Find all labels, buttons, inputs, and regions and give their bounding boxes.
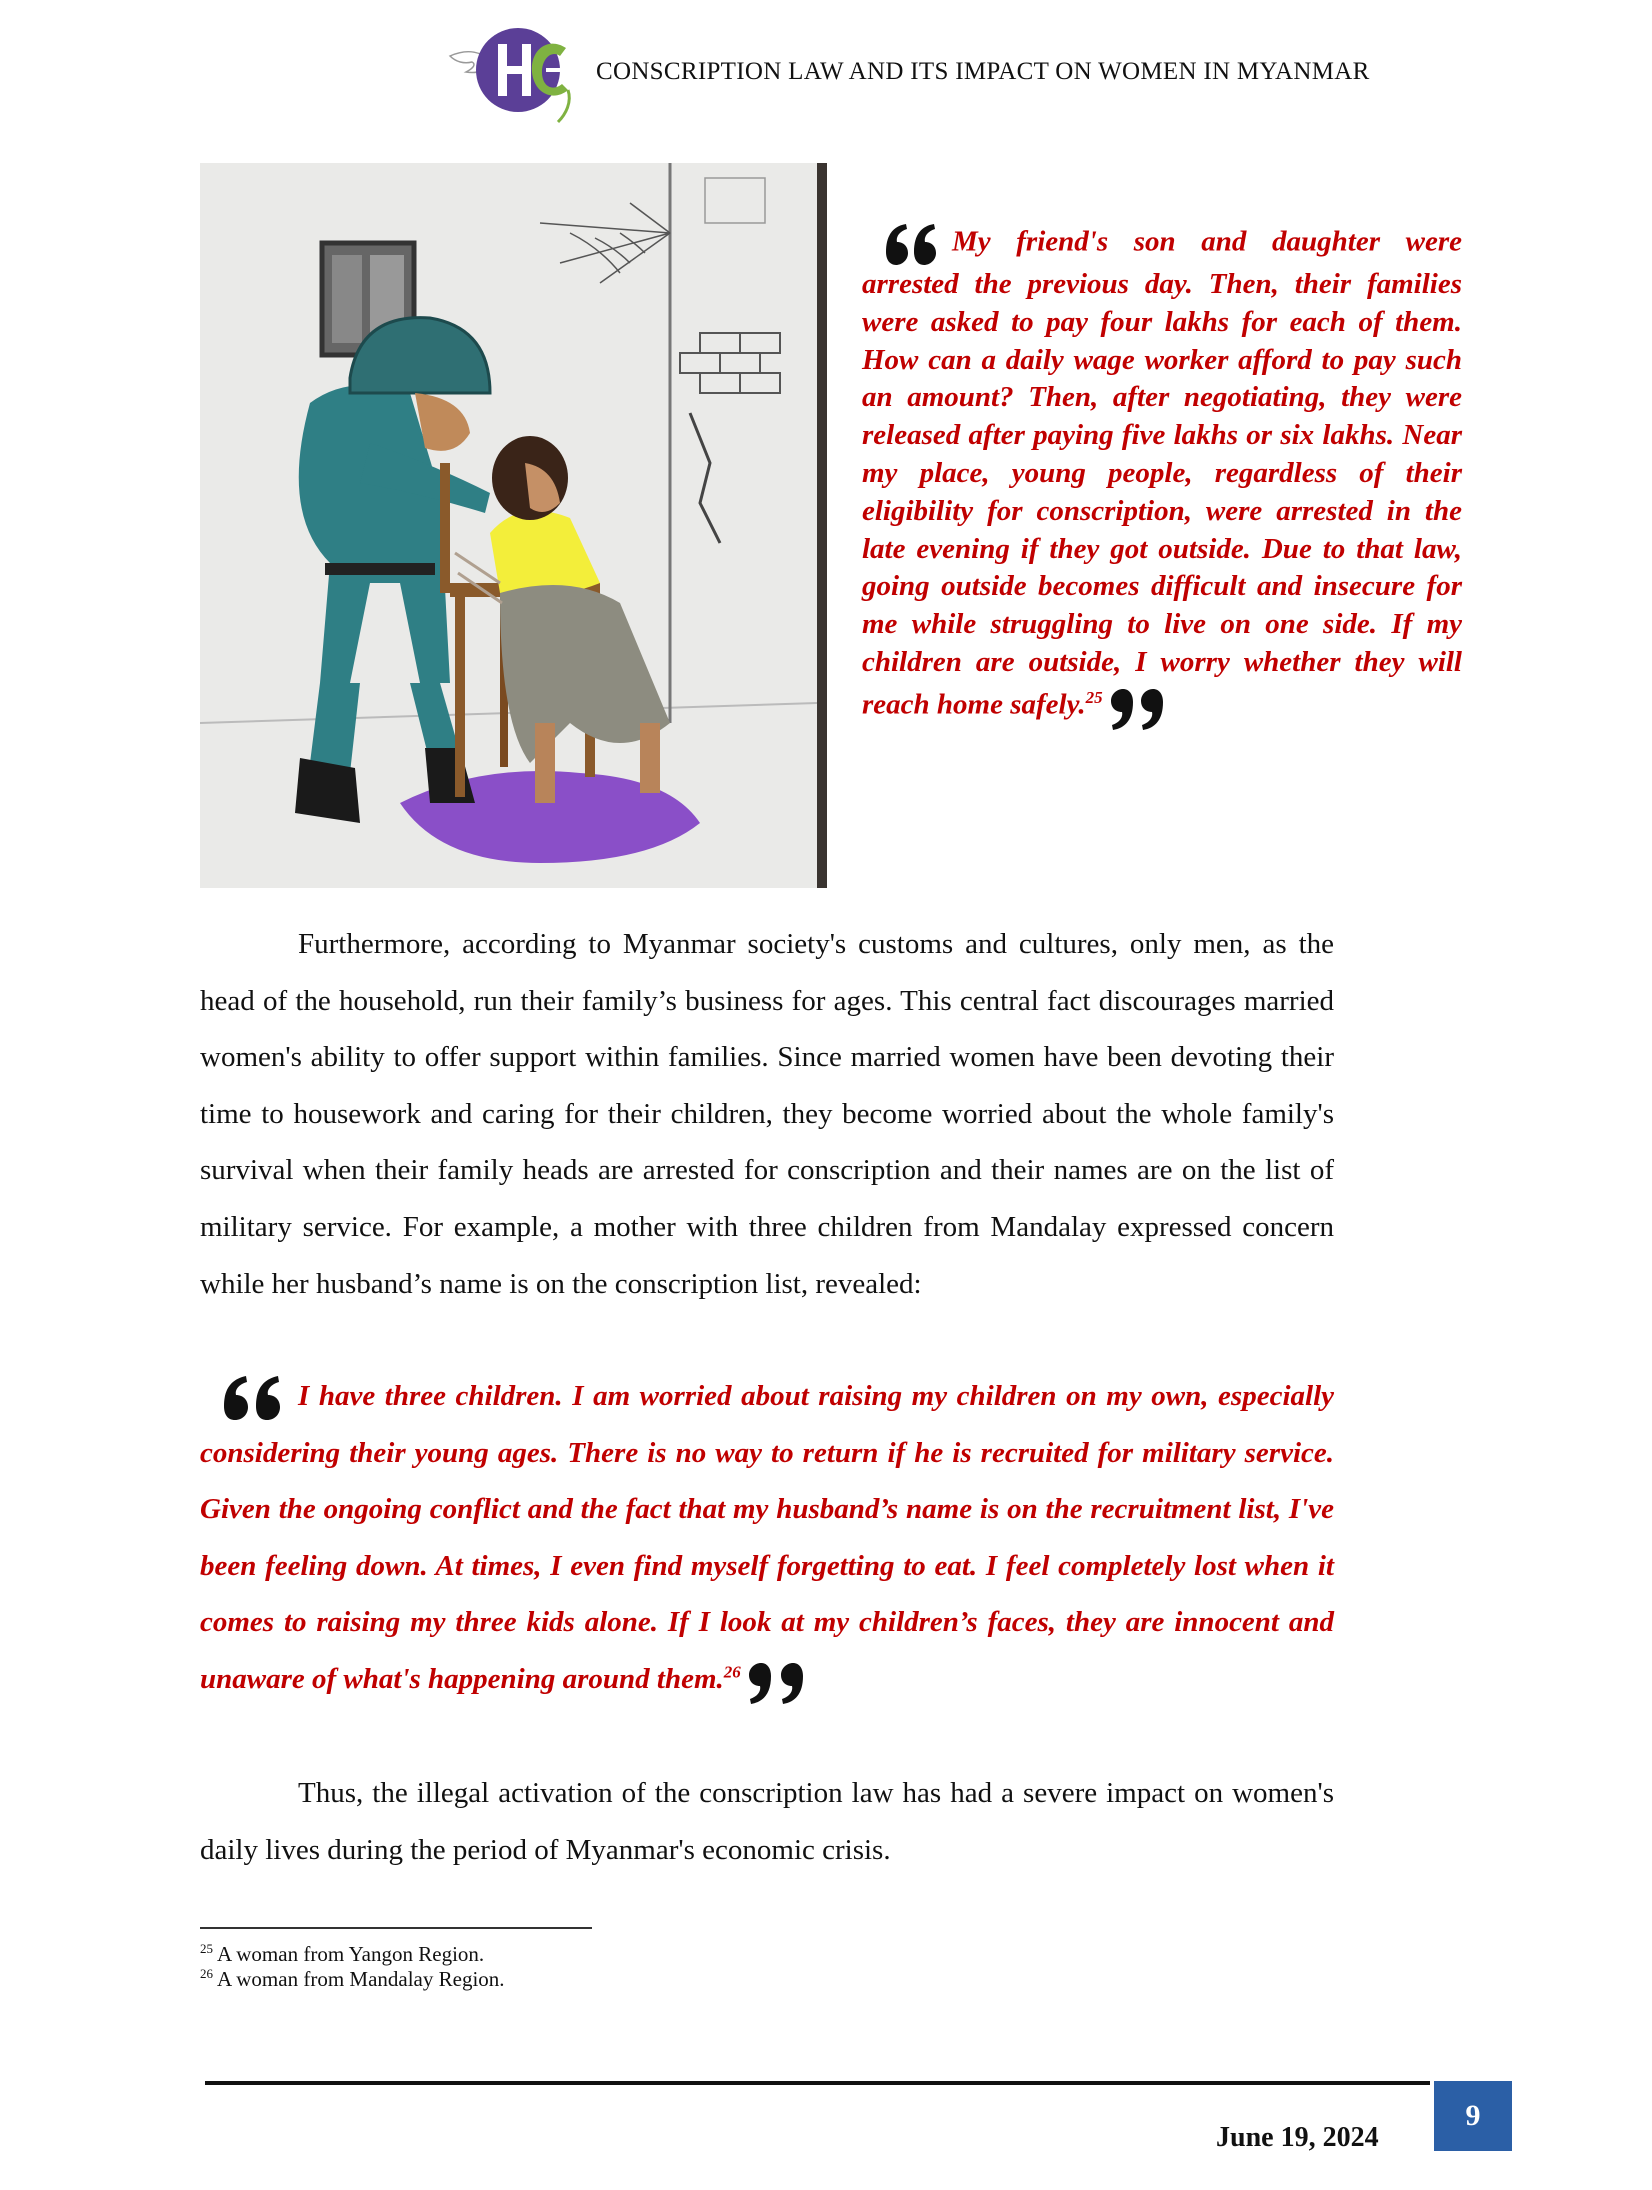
footnote-26: $^{26}$ A woman from Mandalay Region.: [200, 1966, 505, 1991]
quote-text: My friend's son and daughter were arrested the previous day. Then, their families were asked to pay four lakhs for each of them. How can a daily wage worker afford to pay such an amount? Then, after negotiating, they were released after paying five lakhs or six lakhs. Near my place, young people, regardless of their eligibility for conscription, were arrested in the late evening if they got outside. Due to that law, going outside becomes difficult and insecure for me while struggling to live on one side. If my children are outside, I worry whether they will reach home safely.: [862, 225, 1462, 721]
page-number: 9: [1434, 2081, 1512, 2151]
close-quote-icon: [1105, 682, 1169, 732]
soldier-arresting-woman-illustration: [200, 163, 827, 888]
close-quote-icon: [743, 1656, 809, 1706]
quote-text: I have three children. I am worried about raising my children on my own, especially considering their young ages. There is no way to return if he is recruited for military service. Given the ongoing conflict and the fact that my husband’s name is on the recruitment list, I've been feeling down. At times, I even find myself forgetting to eat. I feel completely lost when it comes to raising my three kids alone. If I look at my children’s faces, they are innocent and unaware of what's happening around them.: [200, 1380, 1334, 1695]
body-paragraph-2: Thus, the illegal activation of the conscription law has had a severe impact on women's daily lives during the period of Myanmar's economic crisis.: [200, 1777, 1334, 1866]
footer-rule: [205, 2081, 1430, 2085]
open-quote-icon: [882, 222, 942, 266]
footnote-separator: [200, 1927, 592, 1929]
footnotes: [200, 1942, 505, 1992]
testimony-quote-mandalay: [200, 1368, 1334, 1708]
footnote-ref: 26: [723, 1662, 741, 1682]
footnote-ref: 25: [1085, 687, 1103, 707]
open-quote-icon: [218, 1374, 290, 1422]
footnote-25: $^{25}$ A woman from Yangon Region.: [200, 1941, 485, 1966]
body-paragraph-1: Furthermore, according to Myanmar society's customs and cultures, only men, as the head of the household, run their family’s business for ages. This central fact discourages married women's ability to offer support within families. Since married women have been devoting their time to housework and caring for their children, they become worried about the whole family's survival when their family heads are arrested for conscription and their names are on the list of military service. For example, a mother with three children from Mandalay expressed concern while her husband’s name is on the conscription list, revealed:: [200, 928, 1334, 1300]
footer-date: June 19, 2024: [1216, 2122, 1379, 2153]
page-header: [448, 18, 1548, 128]
testimony-quote-yangon: [862, 222, 1462, 732]
organization-logo-icon: [448, 18, 588, 128]
document-title: CONSCRIPTION LAW AND ITS IMPACT ON WOMEN IN MYANMAR: [596, 58, 1370, 85]
